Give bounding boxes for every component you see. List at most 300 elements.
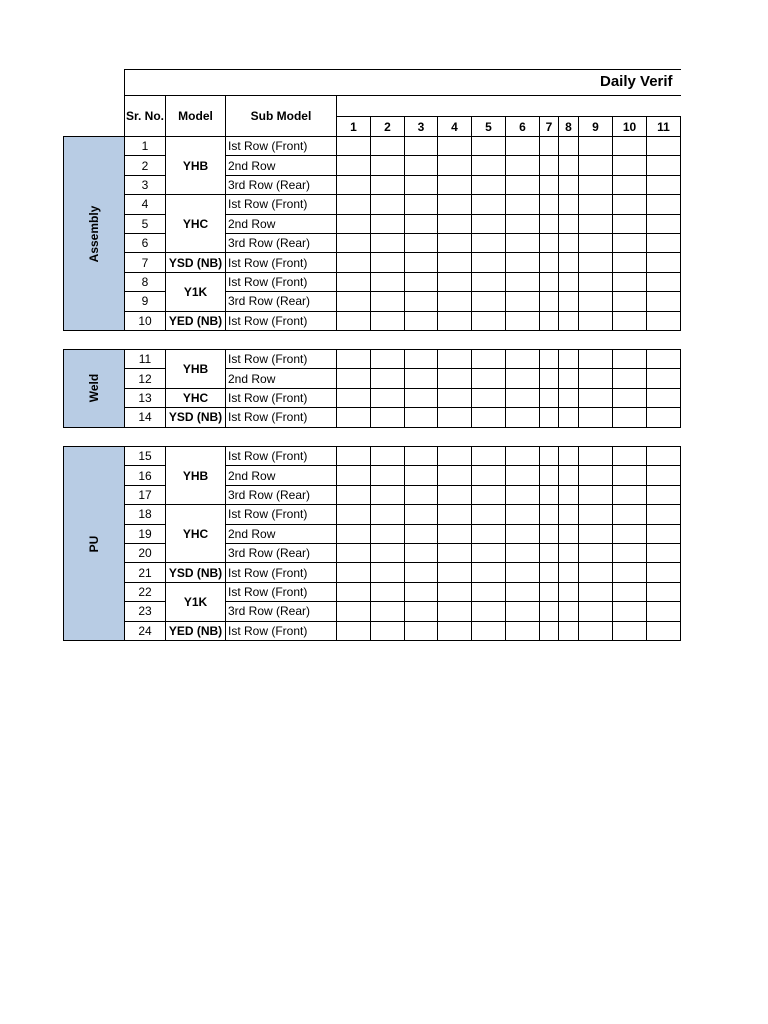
day-entry-cell[interactable] — [646, 388, 681, 408]
day-entry-cell[interactable] — [578, 214, 613, 234]
day-entry-cell[interactable] — [558, 252, 579, 272]
day-entry-cell[interactable] — [336, 621, 371, 641]
day-entry-cell[interactable] — [505, 136, 540, 156]
day-entry-cell[interactable] — [539, 368, 559, 388]
day-entry-cell[interactable] — [505, 504, 540, 524]
day-entry-cell[interactable] — [612, 194, 647, 214]
day-entry-cell[interactable] — [471, 543, 506, 563]
day-entry-cell[interactable] — [437, 291, 472, 311]
day-entry-cell[interactable] — [336, 465, 371, 485]
day-entry-cell[interactable] — [578, 543, 613, 563]
day-entry-cell[interactable] — [646, 562, 681, 582]
day-entry-cell[interactable] — [539, 311, 559, 331]
day-entry-cell[interactable] — [539, 136, 559, 156]
day-entry-cell[interactable] — [578, 291, 613, 311]
sub-model-cell: Ist Row (Front) — [225, 562, 337, 582]
day-entry-cell[interactable] — [404, 214, 438, 234]
day-entry-cell[interactable] — [404, 175, 438, 195]
day-header-2: 2 — [370, 116, 405, 137]
sub-model-cell: Ist Row (Front) — [225, 582, 337, 602]
day-entry-cell[interactable] — [578, 524, 613, 544]
day-entry-cell[interactable] — [646, 621, 681, 641]
day-entry-cell[interactable] — [612, 582, 647, 602]
day-entry-cell[interactable] — [404, 252, 438, 272]
day-entry-cell[interactable] — [471, 252, 506, 272]
day-entry-cell[interactable] — [558, 349, 579, 369]
day-entry-cell[interactable] — [471, 155, 506, 175]
day-entry-cell[interactable] — [336, 272, 371, 292]
day-entry-cell[interactable] — [437, 485, 472, 505]
day-entry-cell[interactable] — [505, 562, 540, 582]
day-entry-cell[interactable] — [558, 155, 579, 175]
day-entry-cell[interactable] — [404, 562, 438, 582]
day-header-4: 4 — [437, 116, 472, 137]
day-entry-cell[interactable] — [646, 194, 681, 214]
day-entry-cell[interactable] — [646, 504, 681, 524]
day-entry-cell[interactable] — [336, 233, 371, 253]
day-entry-cell[interactable] — [612, 349, 647, 369]
day-entry-cell[interactable] — [612, 233, 647, 253]
day-entry-cell[interactable] — [437, 407, 472, 427]
day-entry-cell[interactable] — [505, 601, 540, 621]
day-entry-cell[interactable] — [578, 388, 613, 408]
day-entry-cell[interactable] — [612, 407, 647, 427]
day-entry-cell[interactable] — [578, 136, 613, 156]
day-entry-cell[interactable] — [646, 601, 681, 621]
day-entry-cell[interactable] — [437, 252, 472, 272]
sub-model-cell: 2nd Row — [225, 368, 337, 388]
day-entry-cell[interactable] — [558, 291, 579, 311]
day-entry-cell[interactable] — [437, 504, 472, 524]
day-entry-cell[interactable] — [539, 272, 559, 292]
sr-no-cell: 20 — [124, 543, 166, 563]
day-entry-cell[interactable] — [505, 349, 540, 369]
day-entry-cell[interactable] — [404, 601, 438, 621]
day-entry-cell[interactable] — [471, 368, 506, 388]
day-entry-cell[interactable] — [612, 175, 647, 195]
day-entry-cell[interactable] — [437, 582, 472, 602]
day-entry-cell[interactable] — [471, 272, 506, 292]
day-entry-cell[interactable] — [539, 233, 559, 253]
day-entry-cell[interactable] — [437, 621, 472, 641]
day-entry-cell[interactable] — [471, 582, 506, 602]
day-entry-cell[interactable] — [646, 291, 681, 311]
day-entry-cell[interactable] — [539, 388, 559, 408]
section-label: Assembly — [87, 205, 101, 262]
day-entry-cell[interactable] — [370, 465, 405, 485]
sub-model-cell: Ist Row (Front) — [225, 194, 337, 214]
day-entry-cell[interactable] — [612, 311, 647, 331]
day-entry-cell[interactable] — [505, 291, 540, 311]
day-entry-cell[interactable] — [404, 465, 438, 485]
day-entry-cell[interactable] — [471, 485, 506, 505]
day-entry-cell[interactable] — [558, 485, 579, 505]
day-entry-cell[interactable] — [471, 621, 506, 641]
day-entry-cell[interactable] — [370, 136, 405, 156]
day-entry-cell[interactable] — [578, 349, 613, 369]
day-entry-cell[interactable] — [471, 524, 506, 544]
day-entry-cell[interactable] — [578, 485, 613, 505]
model-cell: YHC — [165, 504, 226, 563]
day-entry-cell[interactable] — [336, 407, 371, 427]
day-entry-cell[interactable] — [578, 621, 613, 641]
day-entry-cell[interactable] — [370, 582, 405, 602]
day-entry-cell[interactable] — [558, 368, 579, 388]
day-entry-cell[interactable] — [471, 233, 506, 253]
day-entry-cell[interactable] — [471, 349, 506, 369]
day-entry-cell[interactable] — [505, 233, 540, 253]
day-entry-cell[interactable] — [612, 252, 647, 272]
day-entry-cell[interactable] — [404, 194, 438, 214]
day-entry-cell[interactable] — [471, 465, 506, 485]
day-entry-cell[interactable] — [336, 252, 371, 272]
day-entry-cell[interactable] — [336, 291, 371, 311]
day-entry-cell[interactable] — [646, 175, 681, 195]
day-entry-cell[interactable] — [578, 272, 613, 292]
day-entry-cell[interactable] — [370, 252, 405, 272]
model-cell: YHB — [165, 349, 226, 389]
sub-model-cell: 3rd Row (Rear) — [225, 485, 337, 505]
day-entry-cell[interactable] — [578, 504, 613, 524]
day-entry-cell[interactable] — [370, 311, 405, 331]
day-entry-cell[interactable] — [437, 175, 472, 195]
day-entry-cell[interactable] — [404, 524, 438, 544]
day-entry-cell[interactable] — [404, 155, 438, 175]
day-entry-cell[interactable] — [404, 446, 438, 466]
day-entry-cell[interactable] — [646, 233, 681, 253]
day-entry-cell[interactable] — [505, 252, 540, 272]
day-entry-cell[interactable] — [612, 562, 647, 582]
day-entry-cell[interactable] — [370, 194, 405, 214]
day-entry-cell[interactable] — [471, 562, 506, 582]
day-entry-cell[interactable] — [539, 601, 559, 621]
day-entry-cell[interactable] — [539, 524, 559, 544]
day-entry-cell[interactable] — [505, 543, 540, 563]
day-entry-cell[interactable] — [336, 368, 371, 388]
day-entry-cell[interactable] — [612, 601, 647, 621]
day-entry-cell[interactable] — [578, 233, 613, 253]
day-entry-cell[interactable] — [578, 368, 613, 388]
day-entry-cell[interactable] — [612, 214, 647, 234]
day-entry-cell[interactable] — [578, 155, 613, 175]
section-assembly — [63, 136, 125, 331]
day-entry-cell[interactable] — [539, 543, 559, 563]
day-entry-cell[interactable] — [505, 155, 540, 175]
sr-no-cell: 1 — [124, 136, 166, 156]
day-entry-cell[interactable] — [437, 214, 472, 234]
day-entry-cell[interactable] — [370, 601, 405, 621]
day-entry-cell[interactable] — [558, 446, 579, 466]
day-entry-cell[interactable] — [471, 407, 506, 427]
day-entry-cell[interactable] — [437, 311, 472, 331]
day-entry-cell[interactable] — [539, 504, 559, 524]
day-entry-cell[interactable] — [370, 621, 405, 641]
day-entry-cell[interactable] — [471, 175, 506, 195]
day-entry-cell[interactable] — [578, 311, 613, 331]
day-entry-cell[interactable] — [471, 291, 506, 311]
day-entry-cell[interactable] — [612, 465, 647, 485]
day-entry-cell[interactable] — [404, 543, 438, 563]
day-entry-cell[interactable] — [370, 155, 405, 175]
day-entry-cell[interactable] — [437, 543, 472, 563]
day-entry-cell[interactable] — [539, 582, 559, 602]
day-header-5: 5 — [471, 116, 506, 137]
day-entry-cell[interactable] — [612, 446, 647, 466]
day-entry-cell[interactable] — [370, 407, 405, 427]
day-entry-cell[interactable] — [578, 601, 613, 621]
day-entry-cell[interactable] — [437, 446, 472, 466]
day-entry-cell[interactable] — [539, 465, 559, 485]
day-entry-cell[interactable] — [505, 621, 540, 641]
day-entry-cell[interactable] — [437, 388, 472, 408]
day-entry-cell[interactable] — [539, 175, 559, 195]
day-entry-cell[interactable] — [471, 446, 506, 466]
day-entry-cell[interactable] — [646, 446, 681, 466]
day-entry-cell[interactable] — [646, 543, 681, 563]
day-entry-cell[interactable] — [539, 562, 559, 582]
day-entry-cell[interactable] — [437, 562, 472, 582]
sub-model-cell: 2nd Row — [225, 524, 337, 544]
day-entry-cell[interactable] — [612, 524, 647, 544]
day-entry-cell[interactable] — [539, 194, 559, 214]
day-entry-cell[interactable] — [471, 311, 506, 331]
day-entry-cell[interactable] — [578, 562, 613, 582]
day-entry-cell[interactable] — [404, 368, 438, 388]
day-entry-cell[interactable] — [370, 446, 405, 466]
day-entry-cell[interactable] — [646, 485, 681, 505]
day-entry-cell[interactable] — [336, 485, 371, 505]
day-entry-cell[interactable] — [437, 368, 472, 388]
day-entry-cell[interactable] — [558, 233, 579, 253]
day-entry-cell[interactable] — [437, 155, 472, 175]
sub-model-cell: Ist Row (Front) — [225, 311, 337, 331]
section-label: PU — [87, 535, 101, 552]
day-entry-cell[interactable] — [471, 504, 506, 524]
day-entry-cell[interactable] — [578, 252, 613, 272]
day-entry-cell[interactable] — [404, 485, 438, 505]
day-entry-cell[interactable] — [612, 272, 647, 292]
day-entry-cell[interactable] — [505, 175, 540, 195]
day-entry-cell[interactable] — [612, 504, 647, 524]
day-entry-cell[interactable] — [404, 388, 438, 408]
day-entry-cell[interactable] — [505, 446, 540, 466]
day-entry-cell[interactable] — [471, 136, 506, 156]
day-entry-cell[interactable] — [558, 543, 579, 563]
day-entry-cell[interactable] — [336, 349, 371, 369]
day-entry-cell[interactable] — [505, 407, 540, 427]
day-entry-cell[interactable] — [505, 582, 540, 602]
day-entry-cell[interactable] — [437, 136, 472, 156]
sr-no-cell: 18 — [124, 504, 166, 524]
day-entry-cell[interactable] — [558, 582, 579, 602]
sr-no-cell: 10 — [124, 311, 166, 331]
day-entry-cell[interactable] — [612, 485, 647, 505]
day-entry-cell[interactable] — [646, 136, 681, 156]
day-entry-cell[interactable] — [558, 407, 579, 427]
day-entry-cell[interactable] — [578, 194, 613, 214]
day-entry-cell[interactable] — [370, 504, 405, 524]
day-entry-cell[interactable] — [646, 368, 681, 388]
day-entry-cell[interactable] — [539, 214, 559, 234]
day-entry-cell[interactable] — [539, 485, 559, 505]
day-entry-cell[interactable] — [336, 582, 371, 602]
day-entry-cell[interactable] — [578, 175, 613, 195]
day-entry-cell[interactable] — [336, 311, 371, 331]
day-entry-cell[interactable] — [612, 155, 647, 175]
day-entry-cell[interactable] — [370, 233, 405, 253]
day-entry-cell[interactable] — [404, 136, 438, 156]
day-entry-cell[interactable] — [437, 349, 472, 369]
day-entry-cell[interactable] — [336, 136, 371, 156]
day-entry-cell[interactable] — [505, 214, 540, 234]
day-entry-cell[interactable] — [370, 543, 405, 563]
day-entry-cell[interactable] — [404, 407, 438, 427]
sub-model-cell: Ist Row (Front) — [225, 272, 337, 292]
day-entry-cell[interactable] — [336, 601, 371, 621]
day-entry-cell[interactable] — [539, 349, 559, 369]
day-entry-cell[interactable] — [646, 272, 681, 292]
day-entry-cell[interactable] — [578, 446, 613, 466]
day-entry-cell[interactable] — [558, 175, 579, 195]
day-entry-cell[interactable] — [539, 291, 559, 311]
day-entry-cell[interactable] — [370, 291, 405, 311]
day-entry-cell[interactable] — [612, 368, 647, 388]
day-entry-cell[interactable] — [578, 407, 613, 427]
day-entry-cell[interactable] — [336, 175, 371, 195]
day-entry-cell[interactable] — [539, 621, 559, 641]
sub-model-cell: 2nd Row — [225, 214, 337, 234]
day-entry-cell[interactable] — [558, 194, 579, 214]
day-entry-cell[interactable] — [370, 562, 405, 582]
day-entry-cell[interactable] — [370, 524, 405, 544]
day-entry-cell[interactable] — [612, 388, 647, 408]
day-entry-cell[interactable] — [437, 233, 472, 253]
day-entry-cell[interactable] — [336, 562, 371, 582]
day-entry-cell[interactable] — [471, 601, 506, 621]
day-entry-cell[interactable] — [646, 407, 681, 427]
header-model: Model — [165, 95, 226, 137]
day-entry-cell[interactable] — [646, 582, 681, 602]
day-entry-cell[interactable] — [505, 368, 540, 388]
model-cell: YHC — [165, 194, 226, 253]
day-entry-cell[interactable] — [336, 543, 371, 563]
day-entry-cell[interactable] — [404, 272, 438, 292]
day-entry-cell[interactable] — [404, 621, 438, 641]
day-entry-cell[interactable] — [404, 349, 438, 369]
day-entry-cell[interactable] — [558, 601, 579, 621]
day-entry-cell[interactable] — [336, 155, 371, 175]
day-entry-cell[interactable] — [336, 214, 371, 234]
day-entry-cell[interactable] — [539, 446, 559, 466]
day-entry-cell[interactable] — [646, 349, 681, 369]
day-entry-cell[interactable] — [505, 388, 540, 408]
day-entry-cell[interactable] — [336, 388, 371, 408]
day-entry-cell[interactable] — [336, 504, 371, 524]
day-entry-cell[interactable] — [404, 233, 438, 253]
day-entry-cell[interactable] — [539, 155, 559, 175]
sub-model-cell: 3rd Row (Rear) — [225, 291, 337, 311]
day-entry-cell[interactable] — [539, 407, 559, 427]
day-entry-cell[interactable] — [558, 311, 579, 331]
day-entry-cell[interactable] — [558, 465, 579, 485]
day-entry-cell[interactable] — [404, 504, 438, 524]
day-entry-cell[interactable] — [336, 194, 371, 214]
day-entry-cell[interactable] — [471, 388, 506, 408]
day-entry-cell[interactable] — [612, 621, 647, 641]
day-entry-cell[interactable] — [370, 368, 405, 388]
sub-model-cell: Ist Row (Front) — [225, 446, 337, 466]
day-entry-cell[interactable] — [505, 311, 540, 331]
day-entry-cell[interactable] — [612, 543, 647, 563]
day-entry-cell[interactable] — [404, 582, 438, 602]
day-entry-cell[interactable] — [370, 349, 405, 369]
day-entry-cell[interactable] — [646, 524, 681, 544]
day-entry-cell[interactable] — [558, 214, 579, 234]
day-entry-cell[interactable] — [471, 214, 506, 234]
day-entry-cell[interactable] — [558, 524, 579, 544]
day-entry-cell[interactable] — [612, 136, 647, 156]
day-entry-cell[interactable] — [558, 504, 579, 524]
day-entry-cell[interactable] — [558, 562, 579, 582]
model-cell: Y1K — [165, 272, 226, 312]
day-entry-cell[interactable] — [505, 272, 540, 292]
day-entry-cell[interactable] — [437, 194, 472, 214]
day-entry-cell[interactable] — [370, 214, 405, 234]
day-entry-cell[interactable] — [370, 388, 405, 408]
day-entry-cell[interactable] — [437, 272, 472, 292]
day-entry-cell[interactable] — [646, 214, 681, 234]
model-cell: YHC — [165, 388, 226, 408]
day-entry-cell[interactable] — [370, 485, 405, 505]
day-entry-cell[interactable] — [646, 465, 681, 485]
day-entry-cell[interactable] — [437, 465, 472, 485]
day-entry-cell[interactable] — [558, 388, 579, 408]
day-entry-cell[interactable] — [336, 524, 371, 544]
day-entry-cell[interactable] — [404, 291, 438, 311]
day-entry-cell[interactable] — [558, 136, 579, 156]
day-entry-cell[interactable] — [505, 194, 540, 214]
day-header-9: 9 — [578, 116, 613, 137]
sr-no-cell: 14 — [124, 407, 166, 427]
day-entry-cell[interactable] — [539, 252, 559, 272]
day-entry-cell[interactable] — [471, 194, 506, 214]
day-entry-cell[interactable] — [437, 601, 472, 621]
day-entry-cell[interactable] — [505, 485, 540, 505]
sr-no-cell: 12 — [124, 368, 166, 388]
day-entry-cell[interactable] — [370, 272, 405, 292]
model-cell: YHB — [165, 136, 226, 195]
day-entry-cell[interactable] — [336, 446, 371, 466]
day-entry-cell[interactable] — [370, 175, 405, 195]
sr-no-cell: 7 — [124, 252, 166, 272]
day-entry-cell[interactable] — [578, 582, 613, 602]
day-entry-cell[interactable] — [404, 311, 438, 331]
sub-model-cell: 3rd Row (Rear) — [225, 175, 337, 195]
day-entry-cell[interactable] — [505, 465, 540, 485]
day-entry-cell[interactable] — [437, 524, 472, 544]
day-entry-cell[interactable] — [646, 252, 681, 272]
day-entry-cell[interactable] — [646, 311, 681, 331]
day-entry-cell[interactable] — [558, 272, 579, 292]
day-entry-cell[interactable] — [558, 621, 579, 641]
day-entry-cell[interactable] — [612, 291, 647, 311]
day-entry-cell[interactable] — [646, 155, 681, 175]
day-entry-cell[interactable] — [505, 524, 540, 544]
day-entry-cell[interactable] — [578, 465, 613, 485]
sr-no-cell: 3 — [124, 175, 166, 195]
model-cell: YHB — [165, 446, 226, 505]
sub-model-cell: Ist Row (Front) — [225, 388, 337, 408]
